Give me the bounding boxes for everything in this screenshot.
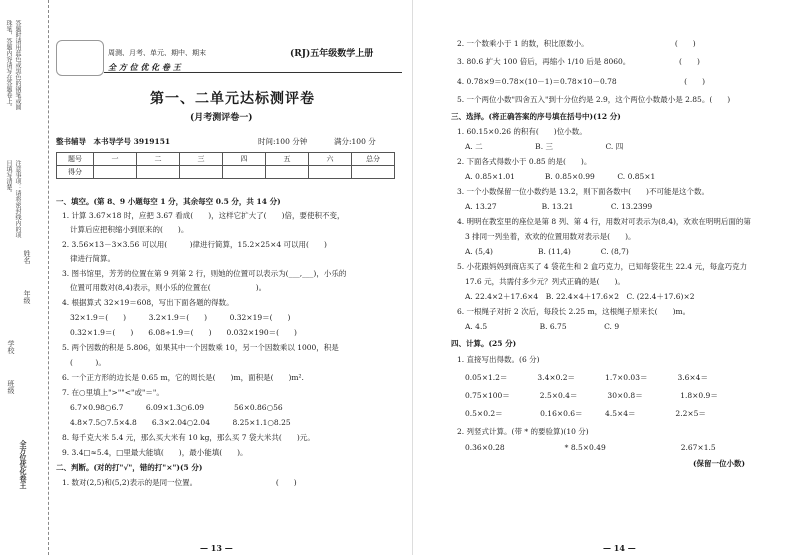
brand-logo xyxy=(56,40,104,76)
question-line: 0.32×1.9＝( ) 6.08÷1.9＝( ) 0.032×190＝( ) xyxy=(70,328,297,337)
score-input-cell[interactable] xyxy=(137,166,180,179)
name-field-label: 姓名 xyxy=(23,250,31,264)
question-line: 2. 下面各式得数小于 0.85 的是( )。 xyxy=(457,157,592,166)
score-input-cell[interactable] xyxy=(309,166,352,179)
option-line: A. 4.5 B. 6.75 C. 9 xyxy=(465,322,620,331)
score-input-cell[interactable] xyxy=(266,166,309,179)
question-line: 5. 一个两位小数"四舍五入"到十分位约是 2.9，这个两位小数最小是 2.85。( ) xyxy=(457,95,731,104)
calc-row: 0.05×1.2＝ 3.4×0.2＝ 1.7×0.03＝ 3.6×4＝ xyxy=(465,373,708,382)
question-line: 5. 小花跟妈妈到商店买了 4 袋花生和 2 盒巧克力，已知每袋花生 22.4 元，每盒巧克力 xyxy=(457,262,748,271)
question-line: 2. 列竖式计算。(带 * 的要验算)(10 分) xyxy=(457,427,589,436)
question-line: 位置可用数对(8,4)表示，则小乐的位置在( )。 xyxy=(70,283,267,292)
question-line: 3. 80.6 扩大 100 倍后，再缩小 1/10 后是 8060。 ( ) xyxy=(457,57,700,66)
binding-margin xyxy=(0,0,49,555)
calc-row: 0.36×0.28 * 8.5×0.49 2.67×1.5 xyxy=(465,443,716,452)
score-input-cell[interactable] xyxy=(352,166,395,179)
score-cell: 四 xyxy=(223,153,266,166)
section-heading: 一、填空。(第 8、9 小题每空 1 分，其余每空 0.5 分，共 14 分) xyxy=(56,197,281,206)
question-line: 6. 一根绳子对折 2 次后，每段长 2.25 m，这根绳子原来长( )m。 xyxy=(457,307,691,316)
question-line: 2. 一个数乘小于 1 的数，积比原数小。 ( ) xyxy=(457,39,696,48)
question-line: 2. 3.56×13－3×3.56 可以用( )律进行简算，15.2×25×4 可以用( ) xyxy=(62,240,327,249)
question-line: 计算后应把积缩小到原来的( )。 xyxy=(70,225,189,234)
score-cell: 二 xyxy=(137,153,180,166)
question-line: 1. 数对(2,5)和(5,2)表示的是同一位置。 ( ) xyxy=(62,478,297,487)
meta-full-score: 满分:100 分 xyxy=(334,137,376,146)
grade-field-label: 年级 xyxy=(23,290,31,304)
question-line: 4. 明明在教室里的座位是第 8 列、第 4 行，用数对可表示为(8,4)，欢欢在明明后面的第 xyxy=(457,217,751,226)
book-title: (RJ)五年级数学上册 xyxy=(290,49,374,59)
question-line: 3. 一个小数保留一位小数约是 13.2，则下面各数中( )不可能是这个数。 xyxy=(457,187,709,196)
calc-row: 0.5×0.2＝ 0.16×0.6＝ 4.5×4＝ 2.2×5＝ xyxy=(465,409,706,418)
score-table-header xyxy=(57,153,395,166)
question-line: 3. 图书馆里，芳芳的位置在第 9 列第 2 行，则她的位置可以表示为(___,___)，小乐的 xyxy=(62,269,347,278)
question-line: 5. 两个因数的积是 5.806，如果其中一个因数乘 10，另一个因数乘以 1000，积是 xyxy=(62,343,339,352)
question-line: 3 排同一列坐着，欢欢的位置用数对表示是( )。 xyxy=(465,232,636,241)
score-cell: 三 xyxy=(180,153,223,166)
option-line: A. 0.85×1.01 B. 0.85×0.99 C. 0.85×1 xyxy=(465,172,656,181)
brand-slogan: 全 方 位 优 化 卷 王 xyxy=(108,62,181,72)
page-number: — 14 — xyxy=(603,543,636,553)
question-line: 32×1.9＝( ) 3.2×1.9＝( ) 0.32×19＝( ) xyxy=(70,313,291,322)
question-line: 1. 计算 3.67×18 时，应把 3.67 看成( )，这样它扩大了( )倍，要使积不变， xyxy=(62,211,345,220)
section-heading: 二、判断。(对的打"√"，错的打"×")(5 分) xyxy=(56,463,203,472)
question-line: 律进行简算。 xyxy=(70,254,115,263)
question-line: 9. 3.4□≈5.4，□里最大能填( )，最小能填( )。 xyxy=(62,448,248,457)
score-cell: 六 xyxy=(309,153,352,166)
score-input-cell[interactable] xyxy=(223,166,266,179)
option-line: A. 22.4×2＋17.6×4 B. 22.4×4＋17.6×2 C. (22.4＋17.6)×2 xyxy=(465,292,695,301)
middle-note: 注意事项：请将密封线内的项目填写清楚。 xyxy=(5,160,21,238)
question-line: ( )。 xyxy=(70,358,106,367)
section-heading: 三、选择。(将正确答案的序号填在括号中)(12 分) xyxy=(451,112,621,121)
option-line: A. 13.27 B. 13.21 C. 13.2399 xyxy=(465,202,653,211)
page-title: 第一、二单元达标测评卷 xyxy=(150,91,315,107)
score-cell: 得分 xyxy=(57,166,94,179)
question-line: 4. 0.78×9＝0.78×(10－1)＝0.78×10－0.78 ( ) xyxy=(457,77,706,86)
score-cell: 一 xyxy=(94,153,137,166)
section-heading: 四、计算。(25 分) xyxy=(451,339,517,348)
score-cell: 五 xyxy=(266,153,309,166)
question-line: 6. 一个正方形的边长是 0.65 m，它的周长是( )m，面积是( )m². xyxy=(62,373,304,382)
option-line: A. 二 B. 三 C. 四 xyxy=(465,142,624,151)
class-field-label: 班级 xyxy=(7,380,15,394)
strip-brand: 全方位优化卷王 xyxy=(19,440,28,489)
header-divider xyxy=(104,72,402,73)
score-input-cell[interactable] xyxy=(180,166,223,179)
meta-time: 时间:100 分钟 xyxy=(258,137,308,146)
top-note: 答题时请用蓝色或黑色的钢笔或圆珠笔，答题内容请写在答题卷上。 xyxy=(5,20,21,110)
page-number: — 13 — xyxy=(200,543,233,553)
question-line: 17.6 元，共需付多少元？列式正确的是( )。 xyxy=(465,277,625,286)
meta-author: 整书辅导 本书导学号 3919151 xyxy=(56,137,171,146)
question-line: 1. 直接写出得数。(6 分) xyxy=(457,355,540,364)
option-line: A. (5,4) B. (11,4) C. (8,7) xyxy=(465,247,629,256)
question-line: 6.7×0.98○6.7 6.09×1.3○6.09 56×0.86○56 xyxy=(70,403,283,412)
score-cell: 题号 xyxy=(57,153,94,166)
question-line: 4. 根据算式 32×19＝608，写出下面各题的得数。 xyxy=(62,298,234,307)
calc-row: 0.75×100＝ 2.5×0.4＝ 30×0.8＝ 1.8×0.9＝ xyxy=(465,391,718,400)
question-line: 7. 在○里填上">""<"或"＝"。 xyxy=(62,388,164,397)
right-page xyxy=(412,0,800,555)
calc-note: (保留一位小数) xyxy=(693,459,746,468)
score-table-row xyxy=(57,166,395,179)
question-line: 8. 每千克大米 5.4 元，那么买大米有 10 kg，那么买 7 袋大米共( )元。 xyxy=(62,433,315,442)
score-table xyxy=(56,152,395,179)
brand-tags: 周测、月考、单元、期中、期末 xyxy=(108,49,206,57)
score-input-cell[interactable] xyxy=(94,166,137,179)
question-line: 1. 60.15×0.26 的积有( )位小数。 xyxy=(457,127,587,136)
question-line: 4.8×7.5○7.5×4.8 6.3×2.04○2.04 8.25×1.1○8.25 xyxy=(70,418,291,427)
school-field-label: 学校 xyxy=(7,340,15,354)
score-cell: 总分 xyxy=(352,153,395,166)
page-subtitle: (月考测评卷一) xyxy=(190,113,253,123)
